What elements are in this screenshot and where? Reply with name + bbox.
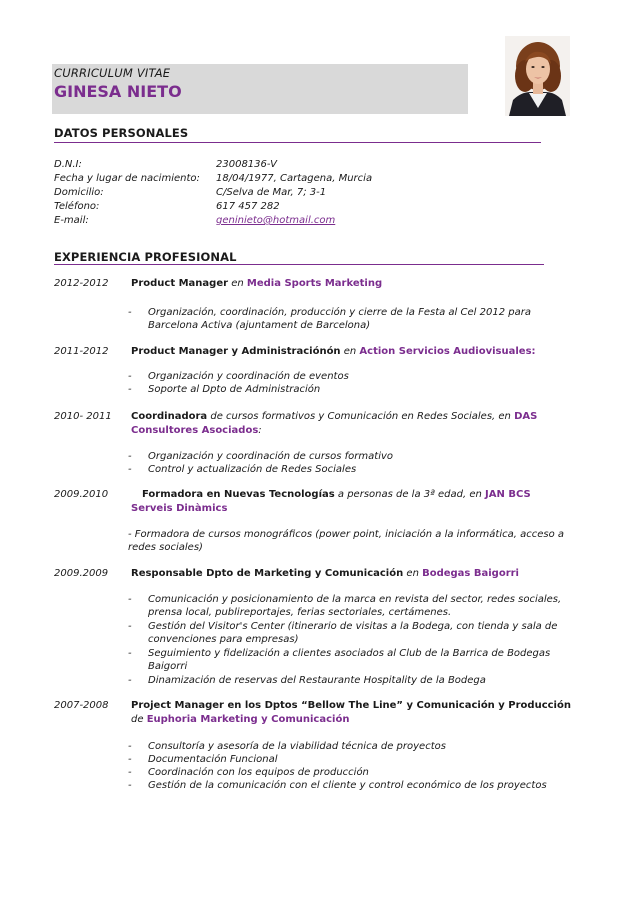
birth-label: Fecha y lugar de nacimiento: <box>54 173 200 184</box>
job-6-title <box>131 699 571 727</box>
job-5-bullet-1: - Comunicación y posicionamiento de la marca en revista del sector, redes sociales, prensa local, publireportajes, ferias sectoriales, certámenes. <box>128 594 562 618</box>
job-4-role: Formadora en Nuevas Tecnologías <box>142 489 335 500</box>
job-2-years: 2011-2012 <box>54 346 109 357</box>
job-4-years: 2009.2010 <box>54 489 109 500</box>
job-3-suffix: : <box>258 425 262 436</box>
personal-section-title: DATOS PERSONALES <box>54 126 189 140</box>
job-5-title <box>131 567 571 581</box>
job-5-bullet-4: - Dinamización de reservas del Restaurante Hospitality de la Bodega <box>128 675 486 686</box>
dni-value: 23008136-V <box>216 159 277 170</box>
job-6-bullet-1: - Consultoría y asesoría de la viabilidad técnica de proyectos <box>128 741 446 752</box>
phone-value: 617 457 282 <box>216 201 280 212</box>
dni-label: D.N.I: <box>54 159 82 170</box>
experience-section-rule <box>54 264 544 265</box>
job-3-company: DAS Consultores Asociados <box>131 411 538 436</box>
job-1-company: Media Sports Marketing <box>246 278 383 289</box>
job-2-company: Action Servicios Audiovisuales: <box>359 346 536 357</box>
job-1-conn: en <box>228 278 247 289</box>
job-5-conn: en <box>403 568 423 579</box>
job-5-years: 2009.2009 <box>54 568 109 579</box>
cv-label: CURRICULUM VITAE <box>54 66 171 80</box>
address-label: Domicilio: <box>54 187 104 198</box>
email-label: E-mail: <box>54 215 89 226</box>
job-1-years: 2012-2012 <box>54 278 109 289</box>
job-4-conn: a personas de la 3ª edad, en <box>334 489 486 500</box>
job-4-company: JAN BCS Serveis Dinàmics <box>131 489 531 514</box>
job-3-bullet-2: - Control y actualización de Redes Sociales <box>128 464 357 475</box>
job-6-bullet-3: - Coordinación con los equipos de producción <box>128 767 369 778</box>
job-2-conn: en <box>340 346 360 357</box>
job-2-bullet-2: - Soporte al Dpto de Administración <box>128 384 321 395</box>
job-4-paragraph: - Formadora de cursos monográficos (power point, iniciación a la informática, acceso a redes sociales) <box>128 529 565 553</box>
job-6-company: Euphoria Marketing y Comunicación <box>146 714 350 725</box>
job-3-years: 2010- 2011 <box>54 411 112 422</box>
job-6-years: 2007-2008 <box>54 700 109 711</box>
personal-section-rule <box>54 142 541 143</box>
job-5-role: Responsable Dpto de Marketing y Comunicación <box>131 568 404 579</box>
job-3-conn: de cursos formativos y Comunicación en Redes Sociales, en <box>207 411 515 422</box>
job-5-bullet-2: - Gestión del Visitor's Center (itinerario de visitas a la Bodega, con tienda y sala de convenciones para empresas) <box>128 621 558 645</box>
job-5-company: Bodegas Baigorri <box>422 568 519 579</box>
job-2-bullet-1: - Organización y coordinación de eventos <box>128 371 349 382</box>
job-6-role: Project Manager en los Dptos “Bellow The Line” y Comunicación y Producción <box>131 700 571 711</box>
job-2-role: Product Manager y Administraciónón <box>131 346 341 357</box>
job-1-bullet-1: - Organización, coordinación, producción y cierre de la Festa al Cel 2012 para Barcelona Activa (ajuntament de Barcelona) <box>128 307 531 331</box>
job-4-title <box>131 488 571 516</box>
candidate-name: GINESA NIETO <box>54 82 182 101</box>
job-5-bullet-3: - Seguimiento y fidelización a clientes asociados al Club de la Barrica de Bodegas Baigorri <box>128 648 551 672</box>
job-2-title <box>131 345 571 359</box>
birth-value: 18/04/1977, Cartagena, Murcia <box>216 173 373 184</box>
job-6-conn: de <box>131 714 147 725</box>
job-6-bullet-2: - Documentación Funcional <box>128 754 278 765</box>
address-value: C/Selva de Mar, 7; 3-1 <box>216 187 327 198</box>
job-3-title <box>131 410 571 438</box>
job-3-role: Coordinadora <box>131 411 208 422</box>
experience-section-title: EXPERIENCIA PROFESIONAL <box>54 250 237 264</box>
portrait-illustration <box>505 36 570 116</box>
job-1-role: Product Manager <box>131 278 229 289</box>
job-1-title <box>131 277 571 291</box>
email-link[interactable]: geninieto@hotmail.com <box>216 215 336 226</box>
phone-label: Teléfono: <box>54 201 100 212</box>
job-6-bullet-4: - Gestión de la comunicación con el cliente y control económico de los proyectos <box>128 780 547 791</box>
profile-photo <box>505 36 570 116</box>
job-3-bullet-1: - Organización y coordinación de cursos formativo <box>128 451 394 462</box>
